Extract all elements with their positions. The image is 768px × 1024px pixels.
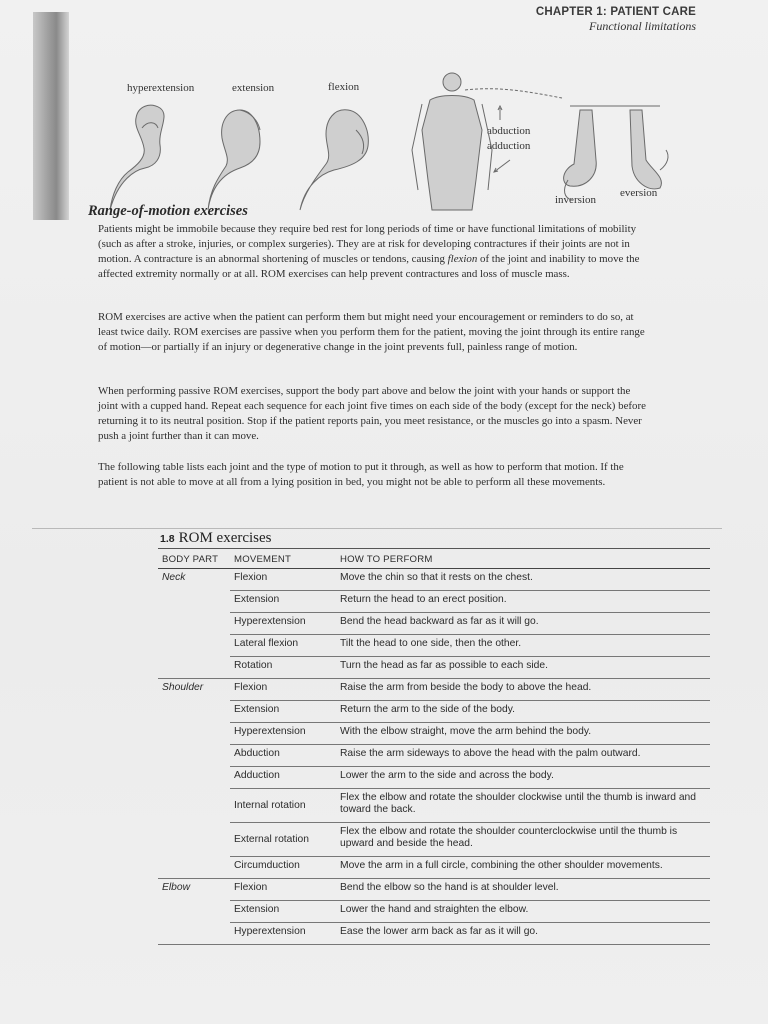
paragraph-1-text-a: Patients might be immobile because they require bed rest for long periods of time or have functional limitations of mobility (such as after a stroke, injuries, or complex surgeries). They are at risk for developing contractures if their joints are not in motion. A contracture is an abnormal shortening of muscles or tendons, causing (98, 223, 637, 265)
rom-illustration (100, 70, 720, 215)
cell-body-part (158, 923, 230, 945)
paragraph-4 (98, 460, 646, 490)
spine-shadow (33, 12, 69, 220)
head-extension-figure (208, 110, 260, 210)
cell-movement: Internal rotation (230, 789, 336, 823)
cell-movement: Flexion (230, 879, 336, 901)
cell-movement: Rotation (230, 657, 336, 679)
paragraph-3 (98, 384, 646, 444)
cell-how-to-perform: Tilt the head to one side, then the other. (336, 635, 710, 657)
section-title: Range-of-motion exercises (88, 203, 248, 219)
torso-figure (412, 73, 492, 210)
cell-movement: Adduction (230, 767, 336, 789)
cell-how-to-perform: Return the head to an erect position. (336, 591, 710, 613)
cell-how-to-perform: Flex the elbow and rotate the shoulder counterclockwise until the thumb is upward and beside the head. (336, 823, 710, 857)
cell-movement: Hyperextension (230, 723, 336, 745)
table-row (158, 679, 710, 701)
table-row (158, 723, 710, 745)
cell-body-part (158, 613, 230, 635)
cell-how-to-perform: Bend the head backward as far as it will go. (336, 613, 710, 635)
cell-body-part (158, 635, 230, 657)
paragraph-2-text: ROM exercises are active when the patient can perform them but might need your encouragement or reminders to do so, at least twice daily. ROM exercises are passive when you perform them for the patient, moving the joint through its entire range of motion—or partially if an injury or degenerative change in the joint prevents full, painless range of motion. (98, 311, 645, 353)
running-header (536, 6, 696, 34)
cell-body-part: Elbow (162, 882, 191, 893)
paragraph-4-text: The following table lists each joint and the type of motion to put it through, as well as how to perform that motion. If the patient is not able to move at all from a lying position in bed, you might not be able to perform all these movements. (98, 461, 624, 488)
table-row (158, 879, 710, 901)
head-flexion-figure (300, 110, 368, 210)
table-title (160, 530, 272, 547)
paragraph-1-emphasis: flexion (447, 253, 478, 265)
col-header-movement: MOVEMENT (230, 550, 336, 569)
label-extension: extension (232, 82, 275, 94)
chapter-title: CHAPTER 1: PATIENT CARE (535, 6, 696, 18)
cell-movement: Circumduction (230, 857, 336, 879)
table-row (158, 591, 710, 613)
head-hyperextension-figure (110, 105, 164, 210)
cell-movement: Hyperextension (230, 923, 336, 945)
cell-how-to-perform: Raise the arm sideways to above the head with the palm outward. (336, 745, 710, 767)
table-title-text: ROM exercises (178, 530, 272, 546)
paragraph-1 (98, 222, 646, 282)
cell-how-to-perform: Raise the arm from beside the body to above the head. (336, 679, 710, 701)
cell-how-to-perform: Bend the elbow so the hand is at shoulder level. (336, 879, 710, 901)
table-row (158, 635, 710, 657)
cell-how-to-perform: Flex the elbow and rotate the shoulder clockwise until the thumb is inward and toward the back. (336, 789, 710, 823)
table-row (158, 789, 710, 823)
table-row (158, 901, 710, 923)
col-header-how-to-perform: HOW TO PERFORM (336, 550, 710, 569)
cell-movement: Hyperextension (230, 613, 336, 635)
cell-body-part (158, 591, 230, 613)
cell-movement: Extension (230, 701, 336, 723)
cell-body-part (158, 745, 230, 767)
cell-movement: Flexion (230, 679, 336, 701)
cell-movement: Flexion (230, 569, 336, 591)
cell-how-to-perform: Lower the hand and straighten the elbow. (336, 901, 710, 923)
cell-body-part (158, 723, 230, 745)
paragraph-3-text: When performing passive ROM exercises, support the body part above and below the joint with your hands or support the joint with a cupped hand. Repeat each sequence for each joint five times on each side of the body (except for the neck) before returning it to its neutral position. Stop if the patient reports pain, you meet resistance, or the muscles go into a spasm. Never push a joint further than it can move. (98, 385, 646, 442)
page-divider (32, 528, 722, 529)
table-row (158, 745, 710, 767)
cell-movement: External rotation (230, 823, 336, 857)
col-header-body-part: BODY PART (158, 550, 230, 569)
cell-movement: Abduction (230, 745, 336, 767)
feet-figure (564, 110, 662, 189)
label-flexion: flexion (328, 81, 360, 93)
cell-body-part (158, 823, 230, 857)
cell-movement: Lateral flexion (230, 635, 336, 657)
illustration-drawing (100, 70, 720, 215)
cell-movement: Extension (230, 901, 336, 923)
table-row (158, 569, 710, 591)
table-row (158, 701, 710, 723)
table-row (158, 767, 710, 789)
cell-body-part (158, 901, 230, 923)
label-abduction: abduction (487, 125, 531, 137)
cell-how-to-perform: Return the arm to the side of the body. (336, 701, 710, 723)
cell-body-part (158, 767, 230, 789)
paragraph-1-text-b: of the joint and inability to move the affected extremity normally or at all. ROM exercises can help prevent contractures and loss of muscle mass. (98, 253, 640, 280)
cell-body-part: Shoulder (162, 682, 204, 693)
rom-table (158, 550, 710, 945)
table-row (158, 657, 710, 679)
label-adduction: adduction (487, 140, 531, 152)
cell-how-to-perform: Lower the arm to the side and across the body. (336, 767, 710, 789)
table-row (158, 857, 710, 879)
cell-body-part (158, 857, 230, 879)
cell-body-part (158, 701, 230, 723)
table-body (158, 569, 710, 945)
chapter-subtitle: Functional limitations (589, 19, 696, 33)
cell-body-part: Neck (162, 572, 186, 583)
table-header-row (158, 550, 710, 569)
table-row (158, 823, 710, 857)
cell-how-to-perform: Move the chin so that it rests on the chest. (336, 569, 710, 591)
label-inversion: inversion (555, 194, 596, 206)
cell-body-part (158, 657, 230, 679)
cell-how-to-perform: Ease the lower arm back as far as it will go. (336, 923, 710, 945)
cell-movement: Extension (230, 591, 336, 613)
label-hyperextension: hyperextension (127, 82, 195, 94)
cell-how-to-perform: Turn the head as far as possible to each side. (336, 657, 710, 679)
cell-how-to-perform: Move the arm in a full circle, combining the other shoulder movements. (336, 857, 710, 879)
table-number: 1.8 (160, 533, 175, 545)
table-top-rule (158, 548, 710, 549)
paragraph-2 (98, 310, 646, 355)
cell-body-part (158, 789, 230, 823)
table-row (158, 613, 710, 635)
label-eversion: eversion (620, 187, 658, 199)
cell-how-to-perform: With the elbow straight, move the arm behind the body. (336, 723, 710, 745)
table-row (158, 923, 710, 945)
